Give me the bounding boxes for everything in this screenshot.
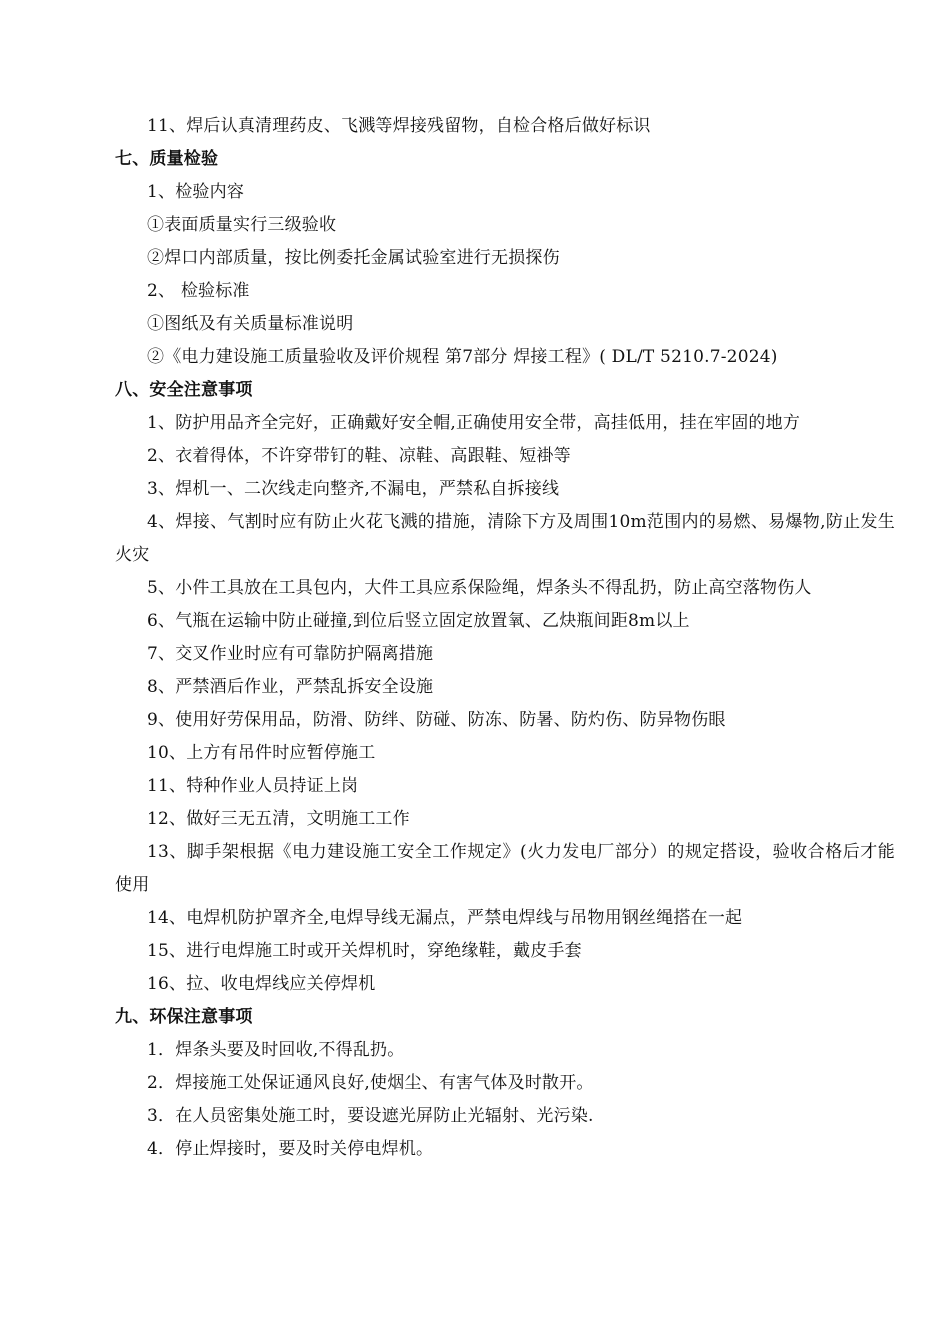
- safety-item: 1、防护用品齐全完好，正确戴好安全帽,正确使用安全带，高挂低用，挂在牢固的地方: [147, 413, 801, 433]
- section-7-line: ①图纸及有关质量标准说明: [147, 314, 354, 334]
- safety-item: 15、进行电焊施工时或开关焊机时，穿绝缘鞋，戴皮手套: [147, 941, 582, 961]
- environment-item: 4．停止焊接时，要及时关停电焊机。: [147, 1139, 434, 1159]
- safety-item: 12、做好三无五清，文明施工工作: [147, 809, 410, 829]
- environment-item: 1．焊条头要及时回收,不得乱扔。: [147, 1040, 405, 1060]
- document-body: [115, 110, 895, 1166]
- section-7-line: ②《电力建设施工质量验收及评价规程 第7部分 焊接工程》( DL/T 5210.7-2024): [147, 347, 778, 367]
- section-8-title: 八、安全注意事项: [115, 380, 253, 400]
- safety-item: 13、脚手架根据《电力建设施工安全工作规定》(火力发电厂部分）的规定搭设，验收合格后才能使用: [115, 842, 895, 895]
- safety-item: 10、上方有吊件时应暂停施工: [147, 743, 376, 763]
- section-7-title: 七、质量检验: [115, 149, 219, 169]
- safety-item: 3、焊机一、二次线走向整齐,不漏电，严禁私自拆接线: [147, 479, 560, 499]
- section-7-line: ②焊口内部质量，按比例委托金属试验室进行无损探伤: [147, 248, 560, 268]
- safety-item: 9、使用好劳保用品，防滑、防绊、防碰、防冻、防暑、防灼伤、防异物伤眼: [147, 710, 726, 730]
- section-7-line: ①表面质量实行三级验收: [147, 215, 337, 235]
- environment-item: 3．在人员密集处施工时，要设遮光屏防止光辐射、光污染.: [147, 1106, 594, 1126]
- section-9-title: 九、环保注意事项: [115, 1007, 253, 1027]
- safety-item: 4、焊接、气割时应有防止火花飞溅的措施，清除下方及周围10m范围内的易燃、易爆物,防止发生火灾: [115, 512, 895, 565]
- weld-cleanup-item: 11、焊后认真清理药皮、飞溅等焊接残留物，自检合格后做好标识: [147, 116, 651, 136]
- section-7-line: 1、检验内容: [147, 182, 245, 202]
- safety-item: 16、拉、收电焊线应关停焊机: [147, 974, 376, 994]
- safety-item: 8、严禁酒后作业，严禁乱拆安全设施: [147, 677, 434, 697]
- safety-item: 2、衣着得体，不许穿带钉的鞋、凉鞋、高跟鞋、短褂等: [147, 446, 571, 466]
- safety-item: 6、气瓶在运输中防止碰撞,到位后竖立固定放置氧、乙炔瓶间距8m以上: [147, 611, 690, 631]
- safety-item: 11、特种作业人员持证上岗: [147, 776, 359, 796]
- section-7-line: 2、 检验标准: [147, 281, 250, 301]
- safety-item: 14、电焊机防护罩齐全,电焊导线无漏点，严禁电焊线与吊物用钢丝绳搭在一起: [147, 908, 743, 928]
- safety-item: 7、交叉作业时应有可靠防护隔离措施: [147, 644, 434, 664]
- environment-item: 2．焊接施工处保证通风良好,使烟尘、有害气体及时散开。: [147, 1073, 594, 1093]
- safety-item: 5、小件工具放在工具包内，大件工具应系保险绳，焊条头不得乱扔，防止高空落物伤人: [147, 578, 812, 598]
